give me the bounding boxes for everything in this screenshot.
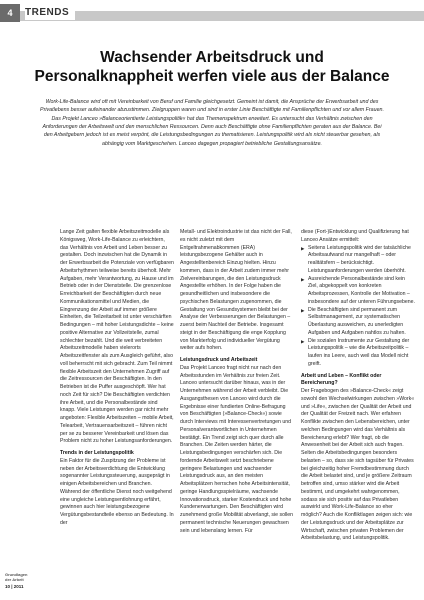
section-name	[25, 5, 75, 20]
bullet-item: ▶ Die sozialen Instrumente zur Gestaltung der Leistungspolitik – wie die Arbeitszeitpolitik – laufen ins Leere, auch weil das Modell nicht greift.	[301, 338, 415, 369]
paragraph: Lange Zeit galten flexible Arbeitszeitmodelle als Königsweg, Work-Life-Balance zu erleichtern, das Verhältnis von Arbeit und Leben besser zu gestalten. Doch inzwischen hat die Dynamik in der Erwerbsarbeit die Potenziale von verfügbaren Arbeitsrhythmen teilweise bereits überholt. Mehr Aufgaben, mehr Verantwortung, zu Hause und im Betrieb oder in der Dienststelle. Die grenzenlose Erreichbarkeit der Beschäftigten durch neue Kommunikationsmittel und Medien, die Eingrenzung der Arbeit auf immer größere Einheiten, die Teilzeitarbeit ist unter verschärften Bedingungen – mit hoher Leistungsdichte – keine positive Alternative zur Vollzeitstelle, zumal schlechter bezahlt. Und die weit verbreiteten Arbeitszeitmodelle haben vielerorts Arbeitszeitfenster als zum Ausgleich geführt, also voll beherrscht mit sich gebracht. Zum Teil nimmt flexible Arbeitszeit den Unternehmen Zugriff auf die Zeitressourcen der Beschäftigten. In den Betrieben ist die Puffer ausgeschöpft. Wer hat noch Zeit für sich? Die Beschäftigten verdichten ihre Arbeit, und die Personalbestände sind knapp. Viele Leistungen werden gar nicht mehr angeboten: Flexible Arbeitszeiten – mobile Arbeit, Telearbeit, Vertrauensarbeitszeit – führen nicht per se zu besserer Vereinbarkeit und lösen das Problem nicht zu hoher Leistungsanforderungen.	[60, 229, 174, 445]
page-footer	[5, 572, 27, 589]
paragraph: Das Projekt Lanceo fragt nicht nur nach den Arbeitsstunden im Verhältnis zur freien Zeit. Lanceo untersucht darüber hinaus, was in der Unternehmen während der Arbeit verbleibt. Die Ausgangsthesen von Lanceo wird durch die Ergebnisse einer fundierten Online-Befragung von Beschäftigten (»Balance-Check«) sowie durch Interviews mit Interessenvertretungen und Personalverantwortlichen in Unternehmen bestätigt. Ein Trend zeigt sich quer durch alle Branchen. Die Zeiten werden härter, die Leistungsbedingungen verschärfen sich. Die fordernde Arbeitswelt setzt beschriebene geringere Belastungen und wachsender Leistungsdruck aus, an den meisten Arbeitsplätzen herrschen hohe Arbeitsintensität, geringe Handlungsspielräume, wachsende Innovationsdruck, starker Kostendruck und hohe Kundenerwartungen. Den Beschäftigten wird zunehmend große Mobilität abverlangt, sie sollen permanent technische Neuerungen gewachsen sein und lebenslang lernen. Für	[180, 364, 294, 534]
column-1	[60, 229, 174, 528]
bullet-item: ▶ Die Beschäftigten sind permanent zum Selbstmanagement, zur systematischen Überlastung ausweichen, zu unerledigten Aufgaben und Aufgaben nahtlos zu halten.	[301, 307, 415, 338]
subheading: Trends in der Leistungspolitik	[60, 450, 134, 456]
paragraph: Metall- und Elektroindustrie ist das nicht der Fall, es nicht zuletzt mit dem Entgeltrahmenabkommen (ERA) leistungsbezogene Gehälter auch in Angestelltenbereich Einzug hielten. Hinzu kommen, dass in der Arbeit zudem immer mehr Zielvereinbarungen, die den Leistungsdruck Angestellte erhöhen. In der Folge haben die gesundheitlichen und insbesondere die psychischen Belastungen zugenommen, die Gestaltung von Gesundsystemen bleibt bei der Analyse der Verbesserungen der Belastungen – zuerst beim Nachteil der Betriebe. Insgesamt steigt in der Beschäftigung die enge Kopplung von Markterfolg und individueller Vergütung weiter aufs hohen.	[180, 229, 292, 352]
article-title: Wachsender Arbeitsdruck und Personalknappheit werfen viele aus der Balance	[34, 49, 390, 85]
bullet-item: ▶ Seitens Leistungspolitik wird der tatsächliche Arbeitsaufwand nur mangelhaft – oder realitätsfern – berücksichtigt. Leistungsanforderungen werden überhöht.	[301, 245, 415, 276]
paragraph: diese (Fort-)Entwicklung und Qualifizierung hat Lanceo Ansätze ermittelt:	[301, 229, 409, 243]
publication-label: Grundlagen der Arbeit	[5, 572, 28, 582]
issue-number: 10 | 2011	[5, 584, 24, 589]
subheading: Leistungsdruck und Arbeitszeit	[180, 357, 258, 363]
paragraph: Ein Faktor für die Zuspitzung der Probleme ist neben der Arbeitsverdichtung die Entwicklung sogenannter Leistungssteuerung, ausgeprägt in einigen Arbeitsbereichen und Branchen. Während der öffentliche Dienst noch weitgehend eine ungleiche Leistungsentlohnung erfährt, gewinnen auch hier leistungsbezogene Vergütungsbestandteile ebenso an Bedeutung. In der	[60, 457, 174, 526]
page-number: 4	[0, 4, 20, 22]
subheading: Arbeit und Leben – Konflikt oder Bereicherung?	[301, 372, 382, 387]
column-3	[301, 229, 415, 543]
section-label: TRENDS	[25, 7, 70, 18]
paragraph: Der Fragebogen des »Balance-Check« zeigt sowohl den Wechselwirkungen zwischen »Work« und »Life«, zwischen der Qualität der Arbeit und der Qualität der Freizeit nach. Wer erfahren Konflikte zwischen den Lebensbereichen, unter welchen Bedingungen wird das Verhältnis als Bereicherung erlebt? Wer fragt, ob die Anwesenheit bei der Arbeit sich auch fragen. Selten die Arbeitsbedingungen besonders belasten – so, dass sie sich tagsüber für Privates bei gleichzeitig hoher Fremdbestimmung durch die Arbeit belastet sind, und je größere Zeitraum betroffen sind, umso stärker wird die Arbeit bestimmt, und umgekehrt wahrgenommen, sodass sie sich positiv auf das Privatleben auswirkt und Work-Life-Balance so eher möglich? Auch die Konfliktlagen zeigen sich: wie der Leistungsdruck und der Arbeitsplätze zur Wirtschaft, zwischen privaten Problemen der Arbeitsbelastung, und Leistungspolitik.	[301, 388, 415, 542]
article-lead: Work-Life-Balance wird oft mit Vereinbarkeit von Beruf und Familie gleichgesetzt. Gemeint ist damit, die Ansprüche der Erwerbsarbeit und des Privatlebens besser aufeinander abzustimmen. Zielgruppen waren und sind in erster Linie Beschäftigte mit Familienpflichten und vor allem Frauen. Das Projekt Lanceo »Balanceorientierte Leistungspolitik« hat das Themenspektrum erweitert. Es untersucht das Verhältnis zwischen den Anforderungen der Arbeitswelt und den menschlichen Ressourcen. Denn auch Beschäftigte ohne Familienpflichten geraten aus der Balance. Bei den Arbeitgebern jedoch ist es meist verpönt, die Leistungsbedingungen zu thematisieren. Leistungspolitik wird als nicht steuerbar gesehen, als abhängig vom Marktgeschehen. Lanceo dagegen propagiert betriebliche Gestaltungsansätze.	[40, 99, 384, 147]
page-header	[0, 0, 424, 22]
bullet-item: ▶ Ausreichende Personalbestände sind kein Ziel, abgekoppelt von konkreten Arbeitsprozessen, Kontrolle der Motivation – insbesondere auf der unteren Führungsebene.	[301, 276, 415, 307]
column-2	[180, 229, 294, 535]
